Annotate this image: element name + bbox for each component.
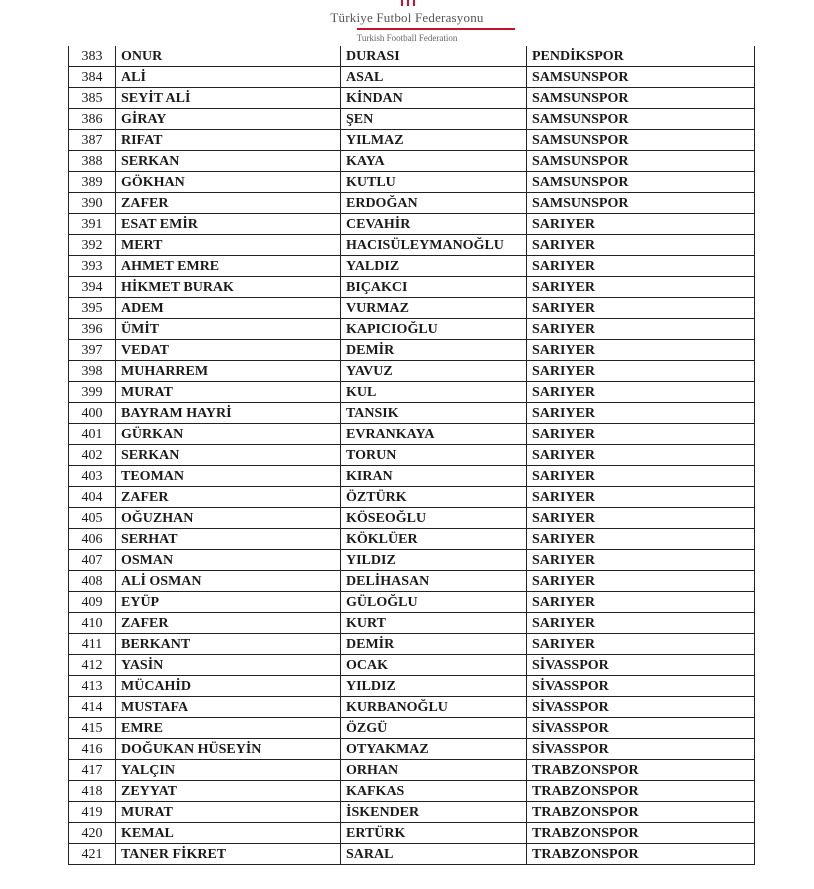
player-last-name: CEVAHİR [341,214,527,235]
row-number: 392 [69,235,116,256]
player-last-name: KİNDAN [341,88,527,109]
player-first-name: EYÜP [116,592,341,613]
player-last-name: DEMİR [341,634,527,655]
player-first-name: BAYRAM HAYRİ [116,403,341,424]
table-row [69,844,755,865]
table-row [69,529,755,550]
player-last-name: DURASI [341,46,527,67]
federation-logo-icon [401,0,415,6]
row-number: 405 [69,508,116,529]
club-name: SARIYER [527,529,755,550]
player-last-name: KAPICIOĞLU [341,319,527,340]
club-name: SAMSUNSPOR [527,151,755,172]
row-number: 383 [69,46,116,67]
club-name: SİVASSPOR [527,718,755,739]
row-number: 418 [69,781,116,802]
row-number: 407 [69,550,116,571]
player-last-name: TORUN [341,445,527,466]
player-last-name: KÖKLÜER [341,529,527,550]
table-row [69,130,755,151]
table-row [69,634,755,655]
player-last-name: ÖZGÜ [341,718,527,739]
row-number: 400 [69,403,116,424]
player-last-name: KUL [341,382,527,403]
row-number: 401 [69,424,116,445]
player-first-name: RIFAT [116,130,341,151]
row-number: 403 [69,466,116,487]
row-number: 395 [69,298,116,319]
player-first-name: KEMAL [116,823,341,844]
player-first-name: MURAT [116,382,341,403]
player-last-name: ORHAN [341,760,527,781]
player-first-name: YALÇIN [116,760,341,781]
club-name: TRABZONSPOR [527,781,755,802]
club-name: SARIYER [527,487,755,508]
club-name: SARIYER [527,634,755,655]
table-row [69,466,755,487]
player-first-name: SERKAN [116,151,341,172]
table-row [69,193,755,214]
row-number: 419 [69,802,116,823]
player-last-name: KAYA [341,151,527,172]
table-row [69,340,755,361]
player-last-name: SARAL [341,844,527,865]
player-last-name: KURT [341,613,527,634]
player-first-name: SERKAN [116,445,341,466]
table-row [69,550,755,571]
club-name: SARIYER [527,508,755,529]
player-first-name: ONUR [116,46,341,67]
table-row [69,151,755,172]
table-row [69,571,755,592]
player-last-name: ÖZTÜRK [341,487,527,508]
player-first-name: ÜMİT [116,319,341,340]
player-last-name: KIRAN [341,466,527,487]
player-last-name: YILDIZ [341,676,527,697]
row-number: 399 [69,382,116,403]
row-number: 411 [69,634,116,655]
player-first-name: MÜCAHİD [116,676,341,697]
row-number: 390 [69,193,116,214]
row-number: 394 [69,277,116,298]
player-last-name: ERTÜRK [341,823,527,844]
player-first-name: BERKANT [116,634,341,655]
row-number: 397 [69,340,116,361]
player-first-name: TANER FİKRET [116,844,341,865]
club-name: SAMSUNSPOR [527,109,755,130]
player-last-name: İSKENDER [341,802,527,823]
club-name: SAMSUNSPOR [527,67,755,88]
table-row [69,739,755,760]
table-row [69,781,755,802]
table-row [69,319,755,340]
table-row [69,256,755,277]
player-first-name: ADEM [116,298,341,319]
table-row [69,109,755,130]
player-last-name: YAVUZ [341,361,527,382]
table-row [69,508,755,529]
table-row [69,403,755,424]
row-number: 384 [69,67,116,88]
player-last-name: YILDIZ [341,550,527,571]
player-last-name: EVRANKAYA [341,424,527,445]
row-number: 413 [69,676,116,697]
table-row [69,382,755,403]
player-first-name: HİKMET BURAK [116,277,341,298]
table-row [69,445,755,466]
player-first-name: YASİN [116,655,341,676]
row-number: 416 [69,739,116,760]
header-divider [357,28,515,30]
club-name: TRABZONSPOR [527,802,755,823]
table-row [69,172,755,193]
row-number: 398 [69,361,116,382]
table-row [69,592,755,613]
row-number: 402 [69,445,116,466]
player-last-name: OTYAKMAZ [341,739,527,760]
player-first-name: MUHARREM [116,361,341,382]
row-number: 404 [69,487,116,508]
club-name: SAMSUNSPOR [527,88,755,109]
table-row [69,277,755,298]
player-first-name: ZAFER [116,487,341,508]
club-name: SARIYER [527,550,755,571]
row-number: 421 [69,844,116,865]
player-first-name: TEOMAN [116,466,341,487]
club-name: SARIYER [527,235,755,256]
federation-header [0,0,814,46]
federation-name-english: Turkish Football Federation [356,33,458,43]
player-last-name: GÜLOĞLU [341,592,527,613]
row-number: 414 [69,697,116,718]
player-last-name: KUTLU [341,172,527,193]
row-number: 406 [69,529,116,550]
club-name: SİVASSPOR [527,697,755,718]
club-name: TRABZONSPOR [527,823,755,844]
club-name: PENDİKSPOR [527,46,755,67]
player-last-name: ERDOĞAN [341,193,527,214]
club-name: SARIYER [527,340,755,361]
club-name: SARIYER [527,298,755,319]
table-row [69,697,755,718]
row-number: 396 [69,319,116,340]
table-row [69,676,755,697]
club-name: SAMSUNSPOR [527,172,755,193]
player-first-name: ESAT EMİR [116,214,341,235]
player-last-name: YILMAZ [341,130,527,151]
player-roster-table [68,46,755,865]
table-row [69,298,755,319]
player-first-name: SERHAT [116,529,341,550]
table-row [69,235,755,256]
club-name: SARIYER [527,613,755,634]
player-last-name: OCAK [341,655,527,676]
row-number: 415 [69,718,116,739]
player-last-name: DELİHASAN [341,571,527,592]
row-number: 389 [69,172,116,193]
row-number: 420 [69,823,116,844]
table-row [69,655,755,676]
player-first-name: ALİ OSMAN [116,571,341,592]
club-name: SARIYER [527,403,755,424]
player-first-name: MUSTAFA [116,697,341,718]
player-first-name: GÜRKAN [116,424,341,445]
club-name: SARIYER [527,361,755,382]
club-name: TRABZONSPOR [527,760,755,781]
player-last-name: KAFKAS [341,781,527,802]
player-last-name: VURMAZ [341,298,527,319]
roster-body [69,46,755,865]
row-number: 387 [69,130,116,151]
player-last-name: KURBANOĞLU [341,697,527,718]
player-first-name: EMRE [116,718,341,739]
player-last-name: YALDIZ [341,256,527,277]
club-name: SİVASSPOR [527,655,755,676]
table-row [69,718,755,739]
table-row [69,424,755,445]
row-number: 408 [69,571,116,592]
player-first-name: DOĞUKAN HÜSEYİN [116,739,341,760]
row-number: 393 [69,256,116,277]
player-first-name: MERT [116,235,341,256]
club-name: SAMSUNSPOR [527,130,755,151]
player-first-name: SEYİT ALİ [116,88,341,109]
player-first-name: OSMAN [116,550,341,571]
row-number: 388 [69,151,116,172]
player-first-name: GÖKHAN [116,172,341,193]
player-last-name: ŞEN [341,109,527,130]
club-name: SARIYER [527,382,755,403]
player-last-name: HACISÜLEYMANOĞLU [341,235,527,256]
table-row [69,67,755,88]
player-first-name: MURAT [116,802,341,823]
table-row [69,823,755,844]
player-first-name: GİRAY [116,109,341,130]
row-number: 410 [69,613,116,634]
player-last-name: BIÇAKCI [341,277,527,298]
player-last-name: KÖSEOĞLU [341,508,527,529]
table-row [69,214,755,235]
table-row [69,46,755,67]
player-first-name: ZAFER [116,193,341,214]
row-number: 409 [69,592,116,613]
club-name: SARIYER [527,319,755,340]
club-name: SARIYER [527,445,755,466]
row-number: 417 [69,760,116,781]
table-row [69,487,755,508]
club-name: SARIYER [527,424,755,445]
row-number: 391 [69,214,116,235]
club-name: SİVASSPOR [527,676,755,697]
club-name: TRABZONSPOR [527,844,755,865]
club-name: SARIYER [527,466,755,487]
club-name: SARIYER [527,571,755,592]
player-first-name: ALİ [116,67,341,88]
club-name: SARIYER [527,256,755,277]
player-first-name: ZEYYAT [116,781,341,802]
row-number: 412 [69,655,116,676]
row-number: 385 [69,88,116,109]
table-row [69,361,755,382]
table-row [69,613,755,634]
player-first-name: AHMET EMRE [116,256,341,277]
club-name: SİVASSPOR [527,739,755,760]
player-first-name: OĞUZHAN [116,508,341,529]
table-row [69,802,755,823]
club-name: SARIYER [527,592,755,613]
federation-name: Türkiye Futbol Federasyonu [330,10,484,25]
player-last-name: TANSIK [341,403,527,424]
table-row [69,760,755,781]
row-number: 386 [69,109,116,130]
player-first-name: VEDAT [116,340,341,361]
club-name: SAMSUNSPOR [527,193,755,214]
club-name: SARIYER [527,214,755,235]
club-name: SARIYER [527,277,755,298]
player-first-name: ZAFER [116,613,341,634]
player-last-name: DEMİR [341,340,527,361]
player-last-name: ASAL [341,67,527,88]
table-row [69,88,755,109]
